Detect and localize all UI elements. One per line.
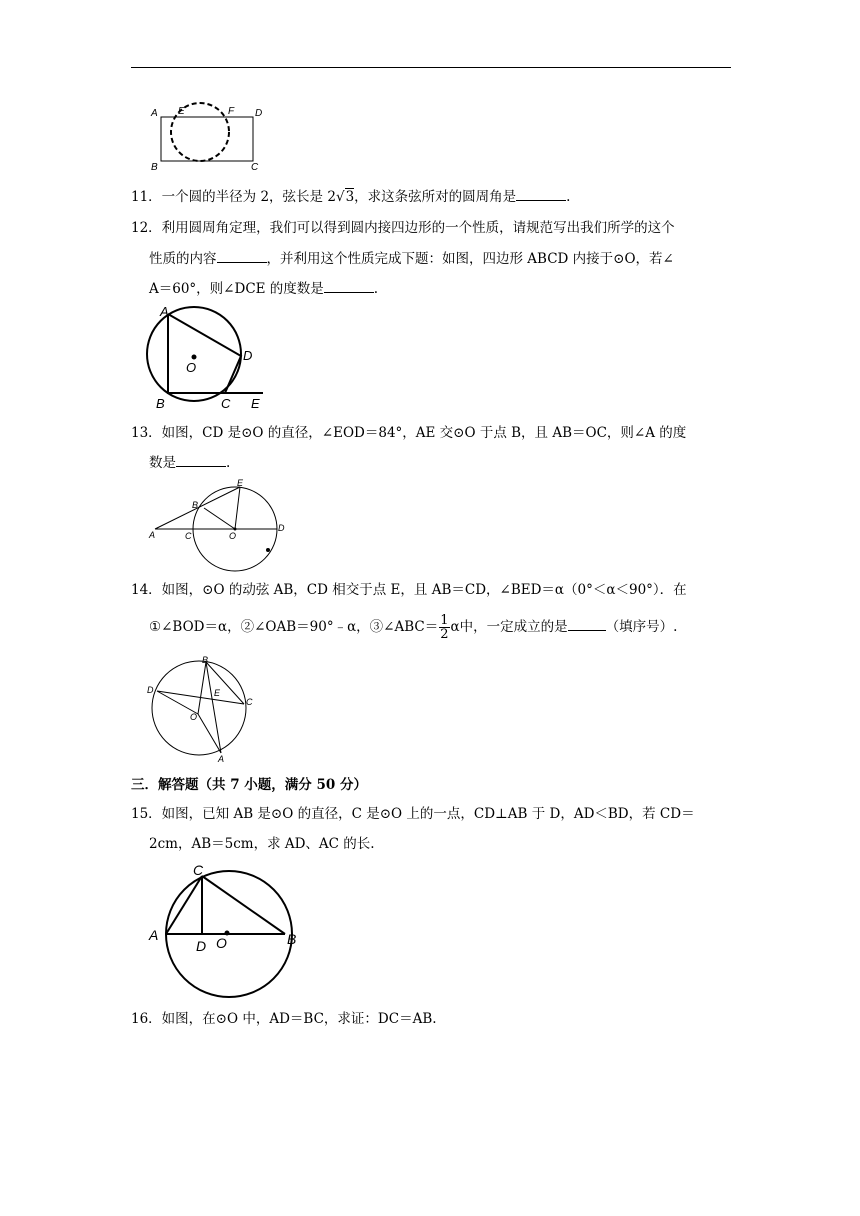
question-15-line-1: 15．如图，已知 AB 是⊙O 的直径，C 是⊙O 上的一点，CD⊥AB 于 D，AD＜BD，若 CD＝ — [131, 806, 695, 822]
q14-text-2a: ①∠BOD＝α，②∠OAB＝90°﹣α，③∠ABC＝ — [149, 619, 439, 635]
question-16-line-1: 16．如图，在⊙O 中，AD＝BC，求证：DC＝AB. — [131, 1011, 437, 1027]
answer-blank-q12-property[interactable] — [217, 248, 267, 263]
q12-text-2b: ，并利用这个性质完成下题：如图，四边形 ABCD 内接于⊙O，若∠ — [266, 251, 674, 267]
label-d: D — [196, 938, 207, 954]
label-c: C — [246, 697, 253, 707]
label-e: E — [214, 688, 221, 698]
segment-oe — [235, 487, 240, 529]
figure-q12 — [146, 304, 271, 414]
fraction-denominator: 2 — [440, 627, 449, 642]
q12-text-2a: 性质的内容 — [149, 251, 217, 267]
label-b: B — [192, 500, 199, 510]
label-c: C — [221, 396, 231, 411]
label-b: B — [151, 162, 158, 173]
label-d: D — [255, 108, 263, 119]
question-12-line-2 — [149, 248, 674, 269]
label-e: E — [178, 106, 185, 117]
question-13-line-1: 13．如图，CD 是⊙O 的直径，∠EOD＝84°，AE 交⊙O 于点 B，且 AB＝OC，则∠A 的度 — [131, 425, 687, 441]
center-dot — [192, 355, 197, 360]
label-c: C — [193, 862, 204, 878]
figure-q10 — [148, 102, 273, 174]
fraction-one-half — [439, 614, 449, 641]
question-12-line-3 — [149, 278, 378, 299]
segment-ob — [198, 662, 206, 714]
label-d: D — [278, 523, 285, 533]
label-e: E — [237, 478, 244, 488]
q11-end: . — [566, 189, 571, 205]
label-o: O — [216, 935, 227, 951]
label-a: A — [151, 108, 158, 119]
header-rule — [131, 67, 731, 68]
answer-blank-q14[interactable] — [568, 616, 606, 631]
label-a: A — [149, 927, 159, 943]
label-o: O — [190, 712, 198, 722]
figure-q13 — [147, 478, 292, 570]
answer-blank-q13[interactable] — [176, 452, 226, 467]
chord-ac — [166, 876, 202, 934]
question-15-line-2: 2cm，AB＝5cm，求 AD、AC 的长. — [149, 836, 375, 852]
figure-q15 — [146, 858, 306, 990]
label-d: D — [243, 348, 253, 363]
label-b: B — [287, 931, 297, 947]
label-a: A — [160, 304, 169, 319]
question-13-line-2 — [149, 452, 230, 473]
label-e: E — [251, 396, 260, 411]
label-c: C — [185, 531, 192, 541]
label-d: D — [147, 685, 154, 695]
q11-text-1: 11．一个圆的半径为 2，弦长是 2 — [131, 189, 336, 205]
q13-text-2a: 数是 — [149, 455, 176, 471]
fraction-numerator: 1 — [440, 613, 449, 628]
q12-text-3a: A＝60°，则∠DCE 的度数是 — [149, 281, 324, 297]
figure-q14 — [145, 654, 263, 766]
question-14-line-1: 14．如图，⊙O 的动弦 AB，CD 相交于点 E，且 AB＝CD，∠BED＝α（0°＜α＜90°）．在 — [131, 582, 687, 598]
q14-text-2c: （填序号）. — [605, 619, 678, 635]
label-f: F — [228, 106, 235, 117]
section-3-title: 三．解答题（共 7 小题，满分 50 分） — [131, 777, 367, 793]
label-b: B — [202, 655, 209, 665]
rectangle-abcd — [161, 117, 253, 161]
q14-text-2b: α中，一定成立的是 — [450, 619, 568, 635]
question-12-line-1: 12．利用圆周角定理，我们可以得到圆内接四边形的一个性质，请规范写出我们所学的这个 — [131, 220, 675, 236]
label-o: O — [229, 531, 237, 541]
point-dot — [266, 548, 270, 552]
sqrt-expression: √3 — [335, 189, 355, 205]
label-c: C — [251, 162, 259, 173]
answer-blank-q12-angle[interactable] — [324, 278, 374, 293]
q13-text-2b: . — [226, 455, 231, 471]
segment-ob — [204, 508, 235, 529]
quadrilateral-abcd — [168, 314, 241, 393]
q12-text-3b: . — [373, 281, 379, 297]
chord-cb — [202, 876, 285, 934]
question-11 — [131, 186, 570, 207]
label-b: B — [156, 396, 165, 411]
question-14-line-2 — [149, 614, 677, 641]
label-o: O — [186, 360, 197, 375]
label-a: A — [218, 754, 225, 764]
label-a: A — [149, 530, 156, 540]
answer-blank-q11[interactable] — [516, 186, 566, 201]
q11-text-2: ，求这条弦所对的圆周角是 — [354, 189, 517, 205]
sqrt-radicand: 3 — [345, 189, 355, 205]
